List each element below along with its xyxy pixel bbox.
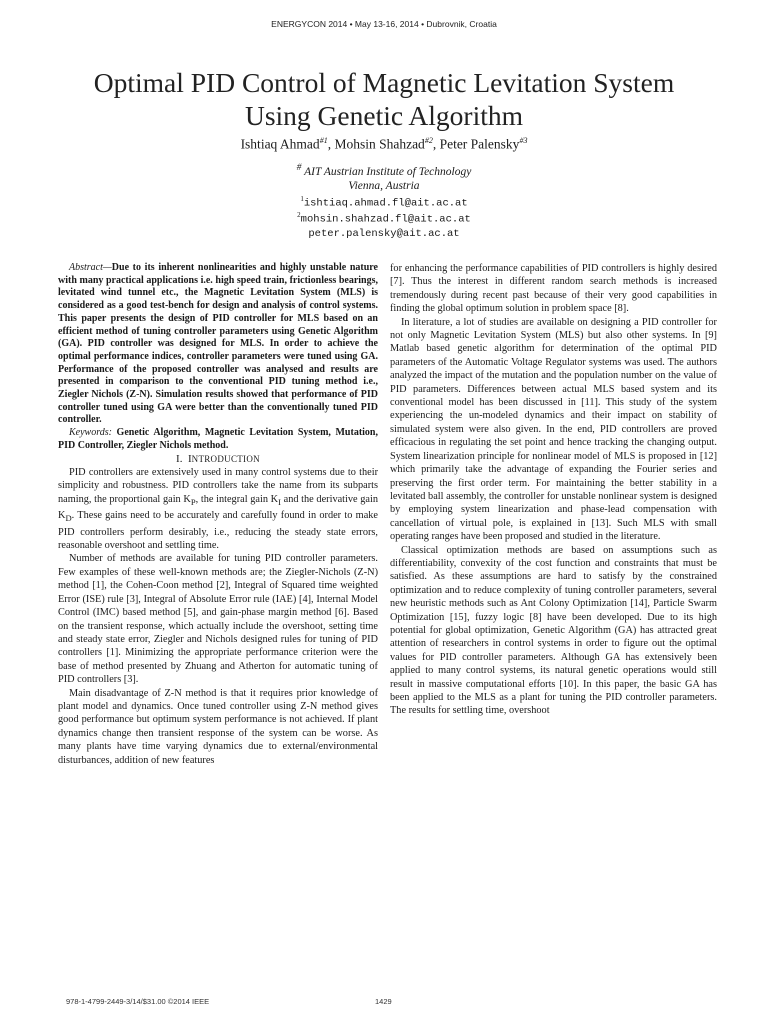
intro-paragraph-2: Number of methods are available for tuning PID controller parameters. Few examples of these well-known methods are; the Ziegler-Nichols (Z-N) method [1], the Cohen-Coon method [2], Integral of Squared time weighted Error (ISE) rule [3], Integral of Absolute Error rule (IAE) [4], Internal Model Control (IMC) based method [5], and gain-phase margin method [6]. Based on the transient response, which actually include the overshoot, setting time and steady state error, Ziegler and Nichols designed rules for tuning of PID controllers [1]. Minimizing the appropriate performance criterion were the base of method presented by Zhuang and Atherton for automatic tuning of PID controllers [3]. bbox=[58, 553, 378, 686]
keywords-text: Genetic Algorithm, Magnetic Levitation System, Mutation, PID Controller, Ziegler Nichols method. bbox=[58, 427, 378, 451]
right-paragraph-3: Classical optimization methods are based on assumptions such as differentiability, convexity of the cost function and constraints that must be satisfied. As these assumptions are hard to satisfy by the constrained optimization and to reduce complexity of tuning controller parameters, several new heuristic methods such as Ant Colony Optimization [14], Particle Swarm Optimization [15], fuzzy logic [8] have been developed. Due to its high potential for global optimization, Genetic Algorithm (GA) has attracted great attention of researchers in control systems in order to figure out the optimal values for PID controller parameters. Although GA has extensively been applied to many control systems, its natural genetic operations would still result in massive computational efforts [10]. In this paper, the basic GA has been applied to the MLS as a plant for tuning the PID controller parameters. The results for settling time, overshoot bbox=[390, 544, 717, 717]
text-run: , the integral gain K bbox=[195, 493, 279, 505]
right-paragraph-2: In literature, a lot of studies are available on designing a PID controller for not only Magnetic Levitation System (MLS) but also other systems. In [9] Matlab based genetic algorithm for determination of the optimal PID parameters of the Automatic Voltage Regulator systems was used. The authors analyzed the impact of the mutation and the population number on the value of PID parameters. Differences between actual MLS based system and its conventional model has been discussed in [11]. This study of the system experiencing the un-modeled dynamics and their impact on stability of simulated system were also given. In the end, PID controllers are proved efficacious in regulating the set point and hence tracking the changing output. System linearization principle for nonlinear model of MLS is proposed in [12] which primarily take the advantage of expanding the Fourier series and preserving the first order term. For maintaining the better stability in a levitated ball assembly, the controller for unstable nonlinear system is designed by employing system linearization and phase-lead compensation with cancellation of virtual pole, is explained in [13]. Such MLS with small operating ranges have been proposed and studied in the literature. bbox=[390, 316, 717, 543]
subscript: P bbox=[190, 496, 196, 507]
text-run: PID controllers are extensively used in many control systems due to their simplicity and robustness. PID controllers take the name from its subparts naming, the proportional gain K bbox=[58, 466, 378, 505]
institute-name: AIT Austrian Institute of Technology bbox=[304, 165, 472, 178]
section-numeral: I. bbox=[176, 452, 183, 465]
paper-title bbox=[20, 66, 748, 132]
abstract-label: Abstract— bbox=[69, 262, 112, 273]
author-name: Ishtiaq Ahmad bbox=[240, 136, 320, 152]
intro-paragraph-3: Main disadvantage of Z-N method is that it requires prior knowledge of plant model and dynamics. Once tuned controller using Z-N method gives good performance but optimum system performance is not achieved. If plant dynamics change then transient response of the system can be worse. As many plants have time varying dynamics due to external/environmental disturbances, addition of new features bbox=[58, 687, 378, 766]
section-title-rest: NTRODUCTION bbox=[191, 453, 260, 464]
email-line bbox=[0, 211, 768, 226]
right-paragraph-1: for enhancing the performance capabilities of PID controllers is highly desired [7]. Thus the interest in different random search methods is increased tremendously during recent past because of their very good capabilities in finding the global optimum solution in problem space [8]. bbox=[390, 263, 717, 315]
footer-isbn: 978-1-4799-2449-3/14/$31.00 ©2014 IEEE bbox=[66, 997, 210, 1006]
author-marker: #1 bbox=[319, 136, 328, 145]
affiliation-city: Vienna, Austria bbox=[348, 180, 420, 192]
subscript: D bbox=[65, 513, 72, 524]
subscript: I bbox=[278, 496, 281, 507]
left-column bbox=[58, 262, 378, 767]
email-address: mohsin.shahzad.fl@ait.ac.at bbox=[300, 213, 471, 226]
author-separator: , bbox=[327, 136, 335, 152]
email-line bbox=[0, 228, 768, 240]
author-name: Mohsin Shahzad bbox=[334, 136, 425, 152]
author-name: Peter Palensky bbox=[439, 136, 520, 152]
keywords-label: Keywords: bbox=[69, 427, 112, 439]
intro-paragraph-1 bbox=[58, 466, 378, 553]
email-line bbox=[0, 195, 768, 210]
author-separator: , bbox=[432, 136, 440, 152]
author-marker: #3 bbox=[519, 136, 528, 145]
section-title-first: I bbox=[187, 452, 192, 465]
title-line-2: Using Genetic Algorithm bbox=[244, 100, 524, 131]
section-heading bbox=[58, 453, 378, 466]
email-marker: 2 bbox=[297, 211, 301, 219]
title-line-1: Optimal PID Control of Magnetic Levitation System bbox=[93, 67, 675, 98]
email-marker: 1 bbox=[300, 195, 304, 203]
affiliation-marker: # bbox=[296, 162, 302, 173]
author-list bbox=[0, 136, 768, 153]
email-address: peter.palensky@ait.ac.at bbox=[308, 228, 460, 240]
conference-header: ENERGYCON 2014 • May 13-16, 2014 • Dubrovnik, Croatia bbox=[271, 19, 497, 29]
text-run: and the derivative gain K bbox=[58, 493, 379, 522]
abstract-text: Due to its inherent nonlinearities and highly unstable nature with many practical applications i.e. high speed train, frictionless bearings, levitated wind tunnel etc., the Magnetic Levitation System (MLS) is considered as a good test-bench for design and analysis of control systems. This paper presents the design of PID controller for MLS based on an efficient method of tuning controller parameters using Genetic Algorithm (GA). PID controller was designed for MLS. In order to achieve the optimal performance indices, controller parameters were tuned using GA. Performance of the proposed controller was analysed and results are presented in comparison to the conventional PID tuning method i.e., Ziegler Nichols (Z-N). Simulation results showed that performance of PID controller tuned using GA were better than the conventionally tuned PID controller. bbox=[58, 262, 378, 426]
email-address: ishtiaq.ahmad.fl@ait.ac.at bbox=[303, 197, 468, 210]
affiliation-institute bbox=[0, 162, 768, 178]
text-run: . These gains need to be accurately and carefully found in order to make PID controllers perform desirably, i.e., reducing the steady state errors, reasonable overshoot and settling time. bbox=[58, 510, 378, 552]
right-column bbox=[390, 262, 717, 718]
abstract bbox=[58, 262, 378, 427]
keywords bbox=[58, 427, 378, 452]
footer-page-number: 1429 bbox=[375, 997, 392, 1006]
author-marker: #2 bbox=[424, 136, 433, 145]
